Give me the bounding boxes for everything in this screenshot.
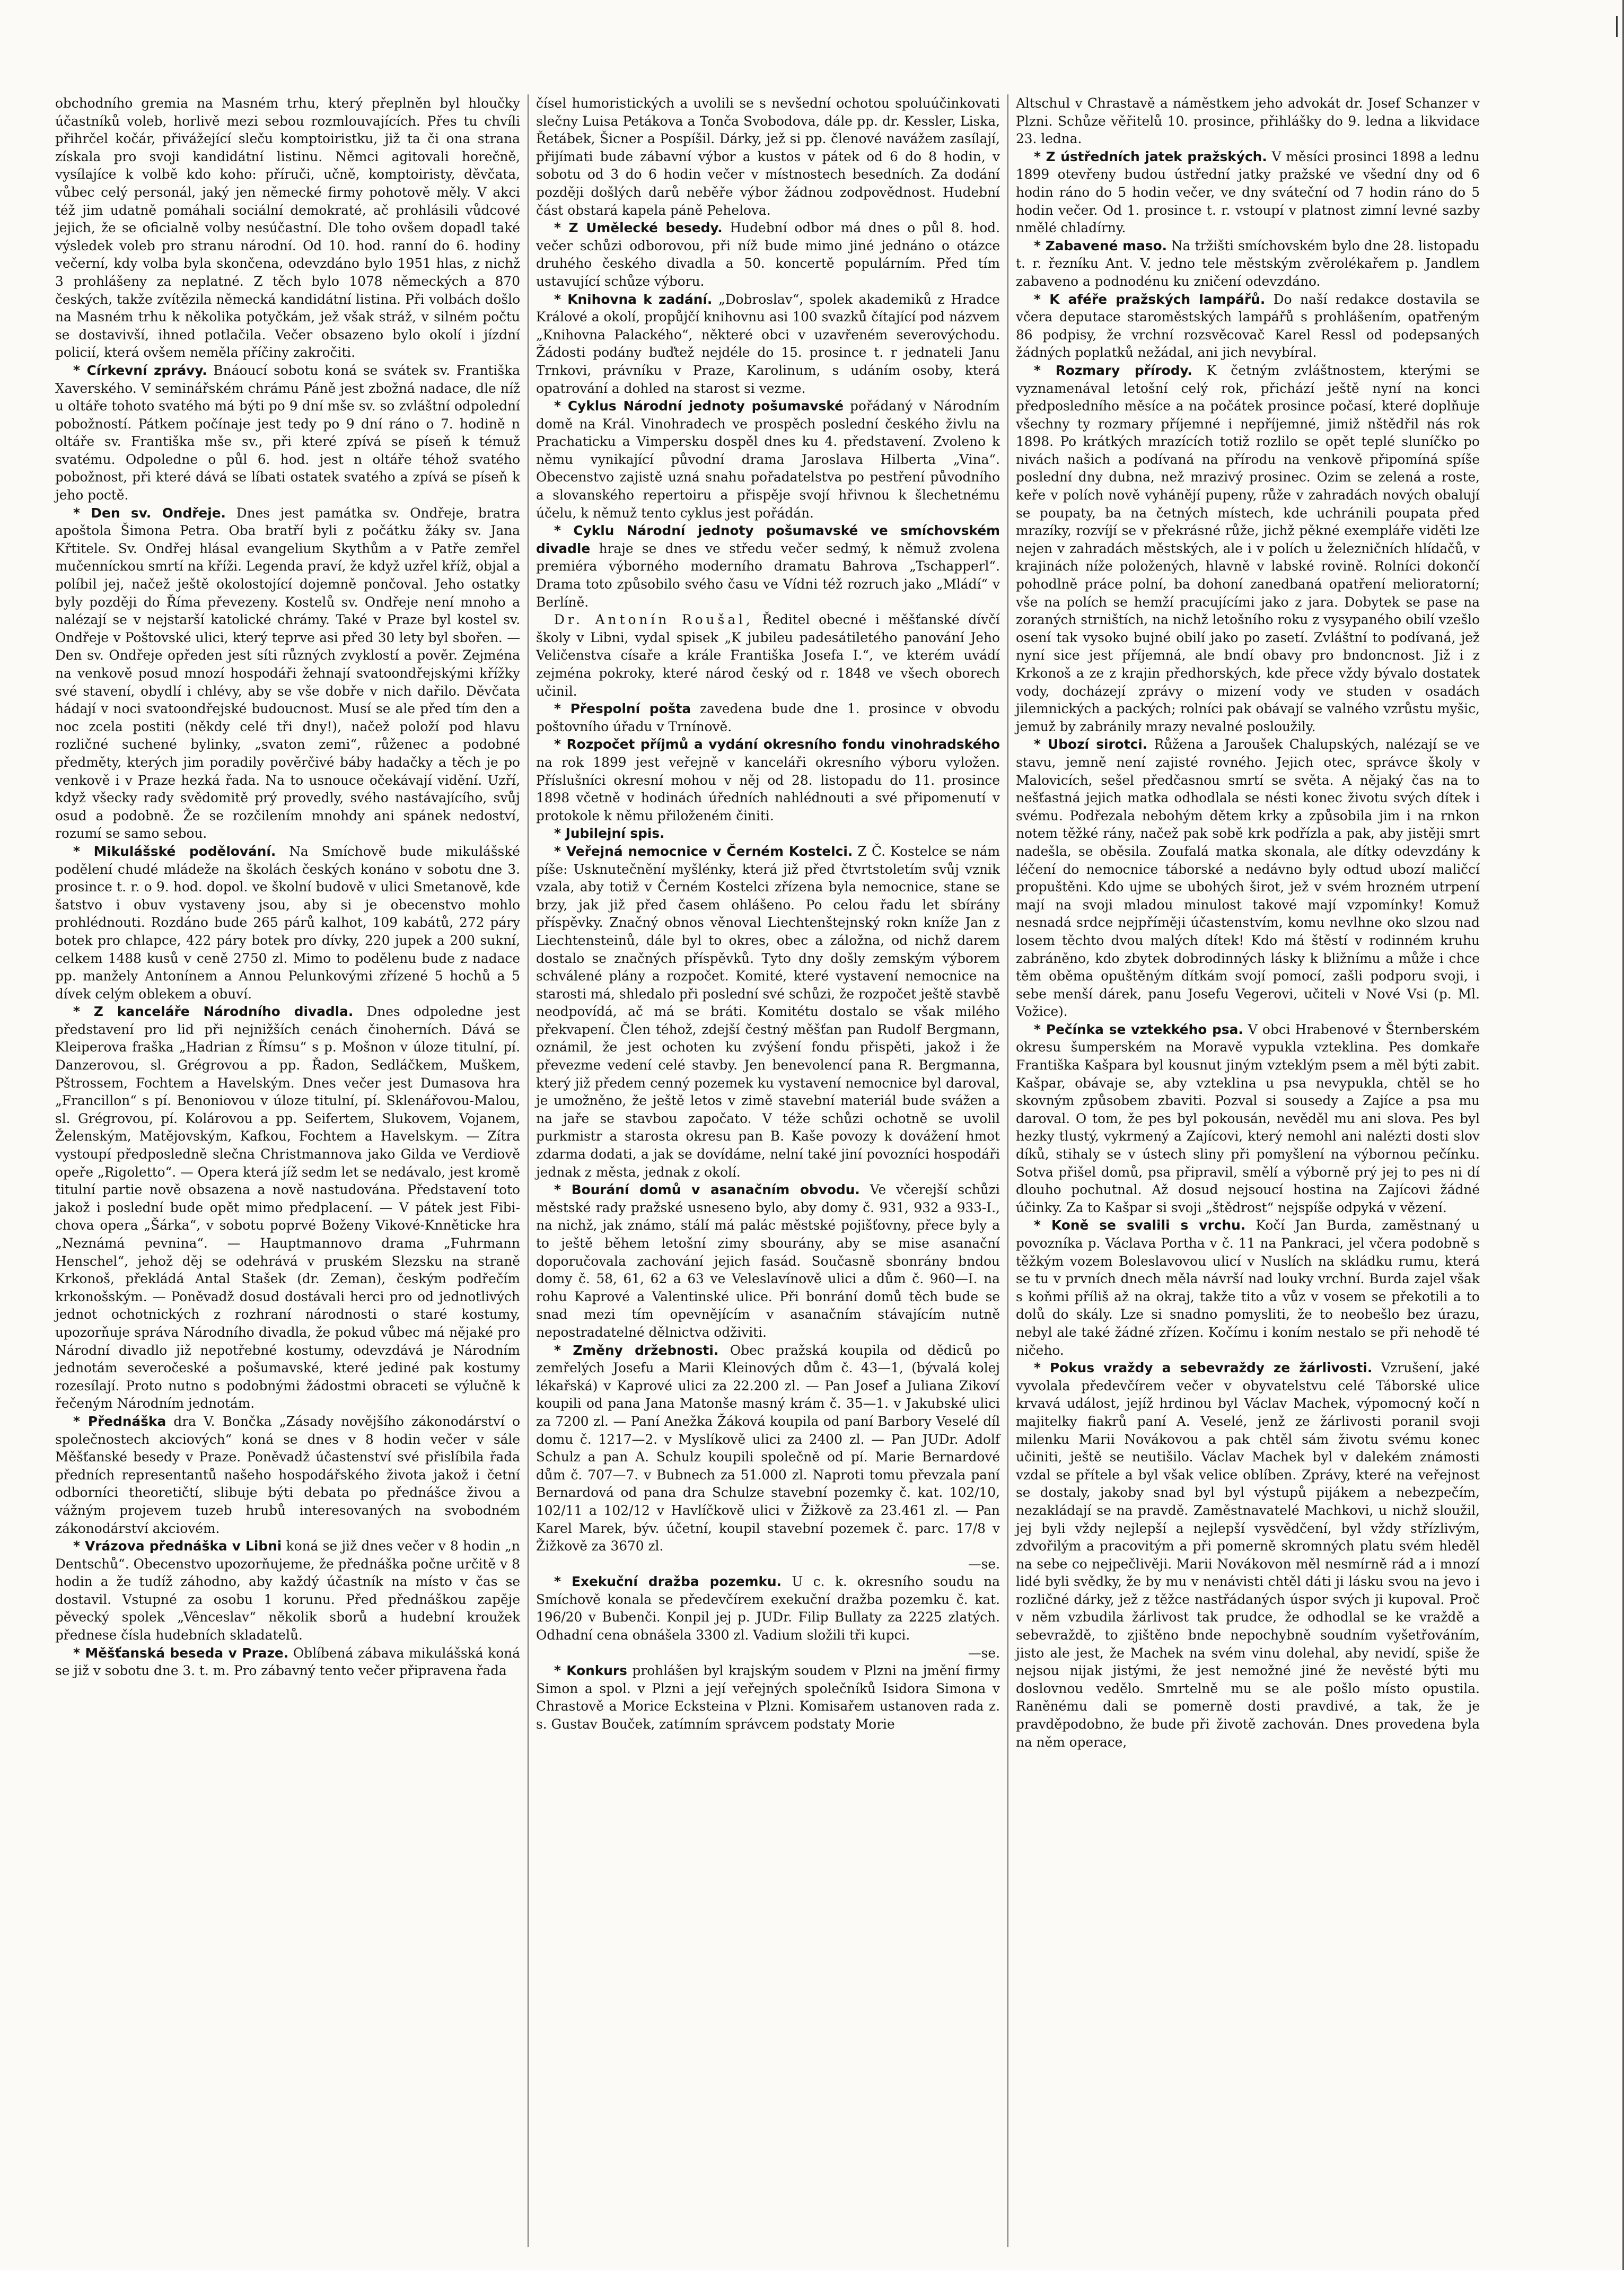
article-paragraph bbox=[55, 362, 520, 504]
article-heading: * Rozmary přírody. bbox=[1034, 363, 1192, 378]
article-body: dra V. Bončka „Zásady novějšího zákonodárství o společnostech akciových“ koná se dnes v 8 hodin večer v sále Měšťanské besedy v Praze. Poněvadž účastenství své přislíbila řada předních representantů našeho hospodářského života jakož i četní odborníci theoretičtí, slibuje býti debata po přednášce živou a vážným projevem tuzeb hrubů interesovaných na svobodném zákonodárství akciovém. bbox=[55, 1413, 520, 1536]
author-signature: —se. bbox=[968, 1556, 1000, 1572]
article-paragraph bbox=[536, 219, 1000, 290]
text-paragraph bbox=[1016, 94, 1480, 148]
article-paragraph bbox=[1016, 1216, 1480, 1359]
article-heading: * Den sv. Ondřeje. bbox=[73, 505, 226, 521]
article-body: Bnáoucí sobotu koná se svátek sv. Františka Xaverského. V seminářském chrámu Páně jest zbožná nadace, dle níž u oltáře tohoto svatého má býti po 9 dní mše sv. so zvláštní odpolední pobožností. Pátkem počínaje jest tedy po 9 dní ráno o 7. hodině n oltáře sv. Františka mše sv., při které zpívá se píseň k témuž svatému. Odpoledne o půl 6. hod. jest n oltáře téhož svatého pobožnost, při které dává se líbati ostatek svatého a zpívá se píseň k jeho poctě. bbox=[55, 362, 520, 503]
article-body: koná se již dnes večer v 8 hodin „n Dentschů“. Obecenstvo upozorňujeme, že přednáška počne určitě v 8 hodin a že tudíž záhodno, aby každý účastník na místo v čas se dostavil. Vstupné za osobu 1 korunu. Před přednáškou zapěje pěvecký spolek „Vênceslav“ několik sborů a hudební kroužek přednese čísla hudebních skladatelů. bbox=[55, 1538, 520, 1643]
article-heading: * Přednáška bbox=[73, 1414, 166, 1429]
column-2 bbox=[528, 94, 1007, 2247]
article-heading: * Z kanceláře Národního divadla. bbox=[73, 1004, 353, 1019]
article-paragraph bbox=[536, 735, 1000, 825]
article-heading: * Cyklus Národní jednoty pošumavské bbox=[554, 398, 844, 414]
article-paragraph bbox=[536, 1181, 1000, 1341]
newspaper-columns bbox=[48, 94, 1487, 2247]
article-body: Do naší redakce dostavila se včera deputace staroměstských lampářů s prohlášením, opatřeným 86 podpisy, že vrchní rozsvěcovač Karel Ressl od podepsaných žádných poplatků nežádal, ani jich nevybíral. bbox=[1016, 291, 1480, 361]
article-heading: * Pečínka se vztekkého psa. bbox=[1034, 1022, 1243, 1037]
page-edge-mark bbox=[1616, 16, 1624, 37]
article-body: Dnes odpoledne jest představení pro lid při nejnižších cenách činoherních. Dává se Kleiperova fraška „Hadrian z Římsu“ s p. Mošnon v úloze titulní, pí. Danzerovou, sl. Grégrovou a pp. Řadon, Sedláčkem, Muškem, Pštrossem, Fochtem a Havelským. Dnes večer jest Dumasova hra „Francillon“ s pí. Benoniovou v úloze titulní, pí. Sklenářovou-Malou, sl. Grégrovou, pí. Kolárovou a pp. Seifertem, Slukovem, Vojanem, Želenským, Matějovským, Kafkou, Fochtem a Havelskym. — Zítra vystoupí předposledně slečna Christmannova jako Gilda ve Verdiově opeře „Rigoletto“. — Opera která jíž sedm let se nedávalo, jest kromě titulní partie nově obsazena a nově nastudována. Představení toto jakož i poslední bude opět mimo předplacení. — V pátek jest Fibi-chova opera „Šárka“, v sobotu poprvé Boženy Vikové-Knněticke hra „Neznámá pevnina“. — Hauptmannovo drama „Fuhrmann Henschel“, jehož děj se odehrává v pruském Slezsku na straně Krkonoš, překládá Antal Stašek (dr. Zeman), českým podřečím krkonošským. — Poněvadž dosud dostávali herci pro od jednotlivých jednot ochotnických z rozhraní národnosti o staré kostumy, upozorňuje správa Národního divadla, že pokud vůbec má nějaké pro Národní divadlo již nepotřebné kostumy, odevzdává je Národním jednotám severočeské a pošumavské, které jediné pak kostumy rozesílají. Proto nutno s podobnými žádostmi obraceti se výlučně k řečeným Národním jednotám. bbox=[55, 1004, 520, 1412]
article-body: Ředitel obecné i měšťanské dívčí školy v Libni, vydal spisek „K jubileu padesátiletého panování Jeho Veličenstva císaře a krále Františka Josefa I.“, ve kterém uvádí zejména pokroky, které národ český od r. 1848 ve všech oborech učinil. bbox=[536, 612, 1000, 699]
article-body: čísel humoristických a uvolili se s nevšední ochotou spoluúčinkovati slečny Luisa Petákova a Tonča Svobodova, dále pp. dr. Kessler, Liska, Řetábek, Šicner a Pospíšil. Dárky, jež si pp. členové navážem zasílají, přijímati bude zábavní výbor a kustos v pátek od 6 do 8 hodin, v sobotu od 3 do 6 hodin večer v místnostech besedních. Za dodání později došlých darů neběře výbor žádnou zodpovědnost. Hudební část obstará kapela páně Pehelova. bbox=[536, 95, 1000, 218]
article-paragraph bbox=[55, 1413, 520, 1537]
article-body: obchodního gremia na Masném trhu, který přeplněn byl hloučky účastníků voleb, horlivě mezi sebou rozmlouvajících. Přes tu chvíli přihrčel kočár, přivážející sleču komptoiristku, již ta či ona strana získala pro svoji kandidátní listinu. Němci agitovali horečně, vysílajíce k volbě kdo koho: příruči, učně, komptoiristy, děvčata, vůbec celý personál, jaký jen německé firmy pohotově měly. V akci též jim udatně pomáhali sociální demokraté, ač prohlásili vůdcové jejich, že se oficialně volby nesúčastní. Dle toho ovšem dopadl také výsledek voleb pro stranu národní. Od 10. hod. ranní do 6. hodiny večerní, kdy volba byla skončena, odevzdáno bylo 1951 hlas, z nichž 3 prohlášeny za neplatné. Z těch bylo 1078 německých a 870 českých, takže zvítězila německá kandidátní listina. Při volbách došlo na Masném trhu k několika potyčkám, jež však stráž, v silném počtu se dostavivší, ihned potlačila. Večer obsazeno bylo okolí i jízdní policií, která ovšem neměla příčiny zakročiti. bbox=[55, 95, 520, 361]
article-body: Hudební odbor má dnes o půl 8. hod. večer schůzi odborovou, při níž bude mimo jiné jednáno o otázce druhého českého divadla a 50. koncertě populárním. Před tím ustavující schůze výboru. bbox=[536, 220, 1000, 289]
article-lead-name: Dr. Antonín Roušal, bbox=[554, 612, 753, 628]
article-body: Oblíbená zábava mikulášská koná se již v sobotu dne 3. t. m. Pro zábavný tento večer připravena řada bbox=[55, 1645, 521, 1679]
article-body: Na tržišti smíchovském bylo dne 28. listopadu t. r. řezníku Ant. V. jedno tele městským zvěrolékařem p. Jandlem zabaveno a podnodénu ku zničení odevzdáno. bbox=[1016, 238, 1480, 289]
article-heading: * Pokus vraždy a sebevraždy ze žárlivosti. bbox=[1034, 1360, 1372, 1375]
text-paragraph bbox=[536, 94, 1000, 219]
article-paragraph bbox=[1016, 237, 1480, 291]
article-body: Ve včerejší schůzi městské rady pražské usneseno bylo, aby domy č. 931, 932 a 933-I., na nichž, jak známo, stálí má palác městské pojišťovny, přece byly a to ještě během letošní zimy sbourány, aby se mise asanační doporučovala zachování jejich fasád. Současně sbonrány bndou domy č. 58, 61, 62 a 63 ve Veleslavínově ulici a dům č. 960—I. na rohu Kaprové a Valentinské ulice. Při bonrání domů těch bude se snad mezi tím opevnějícím v asanačním stávajícím nutně nepostradatelné dělnictva odživiti. bbox=[536, 1182, 1000, 1340]
article-heading: * Měšťanská beseda v Praze. bbox=[73, 1645, 288, 1661]
article-paragraph bbox=[536, 1662, 1000, 1733]
article-body: V obci Hrabenové v Šternberském okresu šumperském na Moravě vypukla vzteklina. Pes domkaře Františka Kašpara byl kousnut jiným vzteklým psem a měl býti zabit. Kašpar, obávaje se, aby vzteklina u psa nevypukla, chtěl se ho skovným způsobem zbaviti. Pozval si sousedy a Zajíce a psa mu daroval. O tom, že pes byl pokousán, nevěděl mu ani slova. Pes byl hezky tlustý, vykrmený a Zajícovi, který nemohl ani nalézti dosti slov díků, stihaly se v ústech sliny při pomyšlení na výbornou pečínku. Sotva přišel domů, psa připravil, smělí a výborně prý jej to pes ni dí dlouho pochutnal. Až dosud nejsoucí hostina na Zajícovi žádné účinky. Za to Kašpar si svoji „štědrost“ nejspíše odpyká v vězení. bbox=[1016, 1021, 1480, 1215]
article-paragraph bbox=[536, 1342, 1000, 1573]
article-body: Na Smíchově bude mikulášské podělení chudé mládeže na školách českých konáno v sobotu dne 3. prosince t. r. o 9. hod. dopol. ve školní budově v ulici Smetanově, kde šatstvo i obuv vystaveny jsou, aby si je obecenstvo mohlo prohlédnouti. Rozdáno bude 265 párů kalhot, 109 kabátů, 272 páry botek pro chlapce, 422 páry botek pro dívky, 220 jupek a 200 sukní, celkem 1488 kusů v ceně 2750 zl. Mimo to podělenu bude z nadace pp. manžely Antonínem a Annou Pelunkovými zřízené 5 hochů a 5 dívek celým oblekem a obuví. bbox=[55, 843, 520, 1002]
article-body: Obec pražská koupila od dědiců po zemřelých Josefu a Marii Kleinových dům č. 43—1, (bývalá kolej lékařská) v Kaprové ulici za 22.200 zl. — Pan Josef a Juliana Zikoví koupili od pana Jana Matonše masný krám č. 35—1. v Jakubské ulici za 7200 zl. — Paní Anežka Žáková koupila od paní Barbory Veselé díl domu č. 1217—2. v Myslíkově ulici za 2400 zl. — Pan JUDr. Adolf Schulz a pan A. Schulz koupili společně od pí. Marie Bernardové dům č. 707—7. v Bubnech za 51.000 zl. Naproti tomu převzala paní Bernardová od pana dra Schulze stavební pozemky č. kat. 102/10, 102/11 a 102/12 v Havlíčkově ulici v Žižkově za 23.461 zl. — Pan Karel Marek, býv. účetní, koupil stavební pozemek č. parc. 17/8 v Žižkově za 3670 zl. bbox=[536, 1342, 1000, 1554]
article-heading: * Vrázova přednáška v Libni bbox=[73, 1538, 282, 1554]
article-heading: * Bourání domů v asanačním obvodu. bbox=[554, 1182, 860, 1197]
article-body: Z Č. Kostelce se nám píše: Usknutečnění myšlénky, která již před čtvrtstoletím svůj vznik vzala, aby totiž v Černém Kostelci zřízena byla nemocnice, stane se brzy, jak již před časem ohlášeno. Po celou řadu let sbírány příspěvky. Značný obnos věnoval Liechtenštejnský rokn kníže Jan z Liechtensteinů, dále byl to okres, obec a záložna, od nichž darem dostalo se značných příspěvků. Tyto dny došly zemským výborem schválené plány a rozpočet. Komité, které vystavení nemocnice na starosti má, shledalo při poslední své schůzi, že rozpočet ještě stavbě neodpovídá, ač má se bráti. Komitétu dostalo se však milého překvapení. Člen téhož, zdejší čestný měšťan pan Rudolf Bergmann, oznámil, že jest ochoten ku zvýšení fondu přispěti, jakož i že převezme vedení celé stavby. Jen benevolencí pana R. Bergmanna, který již předem cenný pozemek ku vystavení nemocnice byl daroval, je umožněno, že ještě letos v zimě stavební materiál bude svážen a na jaře se stavbou započato. V téže schůzi ochotně se uvolil purkmistr a starosta okresu pan B. Kaše povozy k dovážení hmot zdarma dodati, a jak se dovídáme, nelní také jiní povozníci hospodáři jednak z města, jednak z okolí. bbox=[536, 843, 1000, 1180]
article-heading: * Veřejná nemocnice v Černém Kostelci. bbox=[554, 844, 853, 859]
article-body: hraje se dnes ve středu večer sedmý, k němuž zvolena premiéra výborného moderního dramatu Bahrova „Tschapperl“. Drama toto způsobilo svého času ve Vídni též rozruch jako „Mládí“ v Berlíně. bbox=[536, 540, 1000, 610]
article-heading: * Církevní zprávy. bbox=[73, 363, 207, 378]
article-paragraph bbox=[536, 825, 1000, 843]
article-heading: * Mikulášské podělování. bbox=[73, 844, 276, 859]
text-paragraph bbox=[55, 94, 520, 362]
article-paragraph bbox=[1016, 1021, 1480, 1217]
article-heading: * Koně se svalili s vrchu. bbox=[1034, 1217, 1245, 1233]
article-paragraph bbox=[536, 291, 1000, 398]
article-paragraph bbox=[536, 397, 1000, 522]
article-body: prohlášen byl krajským soudem v Plzni na jmění firmy Simon a spol. v Plzni a její veřejných společníků Isidora Simona v Chrastově a Morice Ecksteina v Plzni. Komisařem ustanoven rada z. s. Gustav Bouček, zatímním správcem podstaty Morie bbox=[536, 1663, 1000, 1732]
article-paragraph bbox=[1016, 362, 1480, 735]
article-heading: * Jubilejní spis. bbox=[554, 826, 665, 841]
article-heading: * Změny držebnosti. bbox=[554, 1343, 718, 1358]
article-paragraph bbox=[55, 1003, 520, 1413]
article-heading: * Exekuční dražba pozemku. bbox=[554, 1574, 782, 1589]
article-heading: * Rozpočet příjmů a vydání okresního fondu vinohradského bbox=[554, 737, 1000, 752]
author-signature: —se. bbox=[968, 1645, 1000, 1661]
article-paragraph bbox=[55, 1537, 520, 1644]
article-heading: * Cyklu Národní jednoty pošumavské ve smíchovském divadle bbox=[536, 523, 1000, 556]
article-paragraph bbox=[536, 700, 1000, 735]
text-paragraph bbox=[536, 611, 1000, 700]
article-heading: * Konkurs bbox=[554, 1663, 627, 1678]
article-heading: * Přespolní pošta bbox=[554, 701, 691, 716]
article-heading: * K aféře pražských lampářů. bbox=[1034, 292, 1265, 307]
article-paragraph bbox=[536, 522, 1000, 611]
article-paragraph bbox=[1016, 148, 1480, 237]
article-paragraph bbox=[55, 843, 520, 1003]
article-body: Altschul v Chrastavě a náměstkem jeho advokát dr. Josef Schanzer v Plzni. Schůze věřitelů 10. prosince, přihlášky do 9. ledna a likvidace 23. ledna. bbox=[1016, 95, 1480, 147]
article-body: V měsíci prosinci 1898 a lednu 1899 otevřeny budou ústřední jatky pražské ve všední dny od 6 hodin ráno do 5 hodin večer, ve dny sváteční od 7 hodin ráno do 5 hodin večer. Od 1. prosince t. r. vstoupí v platnost zimní levné sazby nmělé chladírny. bbox=[1016, 148, 1480, 236]
article-body: pořádaný v Národním domě na Král. Vinohradech ve prospěch poslední českého živlu na Prachaticku a Vimpersku dospěl dnes ku 4. představení. Zvoleno k němu vynikající původní drama Jaroslava Hilberta „Vina“. Obecenstvo zajistě uzná snahu pořadatelstva po pestření původního a slovanského repertoiru a přispěje svojí hřivnou k šlechetnému účelu, k němuž tento cyklus jest pořádán. bbox=[536, 398, 1000, 521]
column-1 bbox=[48, 94, 528, 2247]
article-body: Kočí Jan Burda, zaměstnaný u povozníka p. Václava Portha v č. 11 na Pankraci, jel včera podobně s těžkým vozem Boleslavovou ulicí v Nuslích na skládku rumu, která se tu v prvních dnech měla návrší nad louky vrchní. Burda zajel však s koňmi příliš až na okraj, takže tito a vůz v vosem se překotili a to dolů do skály. Lze si snadno pomysliti, že to neobešlo bez úrazu, nebyl ale také žádné zřízen. Kočímu i koním nestalo se při nehodě té ničeho. bbox=[1016, 1217, 1480, 1358]
article-paragraph bbox=[536, 843, 1000, 1181]
article-body: „Dobroslav“, spolek akademiků z Hradce Králové a okolí, propůjčí knihovnu asi 100 svazků čítající pod názvem „Knihovna Palackého“, některé obci v uzavřeném severovýchodu. Žádosti podány buďtež nejdéle do 15. prosince t. r jednateli Janu Trnkovi, právníku v Praze, Karolinum, s udáním osoby, která opatrování a dohled na starost si vezme. bbox=[536, 291, 1000, 396]
article-paragraph bbox=[55, 1644, 520, 1680]
article-body: Vzrušení, jaké vyvolala předevčírem večer v obyvatelstvu celé Táborské ulice krvavá událost, jejíž hrdinou byl Václav Machek, výpomocný kočí n majitelky fiakrů paní A. Veselé, jenž ze žárlivosti poranil svoji milenku Marii Novákovou a pak chtěl sám životu svému konec učiniti, ještě se neutišilo. Václav Machek byl v dalekém známosti vzdal se přítele a byl však velice oblíben. Zprávy, které na veřejnost se dostaly, jakoby snad byl byl výstupů pijákem a nebezpečím, nezakládají se na pravdě. Zaměstnavatelé Machkovi, u nichž sloužil, jej byli vždy nejlepší a nejlepší vysvědčení, byl vždy střízlivým, zdvořilým a pracovitým a při pomerně skromných platu svém hleděl na sebe co nejpečlivěji. Marii Novákovon měl nesmírně rád a i mnozí lidé byli svědky, že by mu v nenávisti chtěl dáti ji lásku svou na jevo i rozličné dárky, jež z těžce nastřádaných úspor svých ji kupoval. Proč v něm vzbudila žárlivost tak prudce, že odhodlal se ke vraždě a sebevraždě, to zjištěno bnde nepochybně soudním vyšetřováním, jisto ale jest, že Machek na svém vinu dolehal, aby nevidí, spiše že nejsou nijak jistými, že jest nemožné jiné že nevěsté býti mu doslovnou vedělo. Smrtelně mu se ale pošlo místo opustila. Raněnému dali se pomerně dosti pravdivé, a tak, že je pravděpodobno, že bude při životě zachován. Dnes provedena byla na něm operace, bbox=[1016, 1360, 1480, 1750]
article-body: na rok 1899 jest veřejně v kanceláři okresního výboru vyložen. Příslušníci okresní mohou v něj od 28. listopadu do 11. prosince 1898 včetně v hodinách úředních nahlédnouti a své připomenutí v protokole k němu přiloženém činiti. bbox=[536, 754, 1000, 823]
article-body: U c. k. okresního soudu na Smíchově konala se předevčírem exekuční dražba pozemku č. kat. 196/20 v Bubenči. Konpil jej p. JUDr. Filip Bullaty za 2225 zlatých. Odhadní cena obnášela 3300 zl. Vadium složili tři kupci. bbox=[536, 1574, 1000, 1643]
article-heading: * Knihovna k zadání. bbox=[554, 292, 712, 307]
article-paragraph bbox=[1016, 735, 1480, 1021]
article-paragraph bbox=[55, 504, 520, 843]
article-body: Růžena a Jaroušek Chalupských, nalézají se ve stavu, jemně není zajisté rovného. Jejich otec, správce školy v Malovicích, sešel předčasnou smrtí se světa. A nějaký čas na to nešťastná jejich matka odhodlala se nésti konec životu svých dítek i svému. Podřezala nebohým dětem krky a způsobila jim i na rnkon notem těžké rány, načež pak sobě krk podřízla a pak, aby jistěji smrt nadešla, se oběsila. Zoufalá matka skonala, ale dítky odevzdány k léčení do nemocnice táborské a nedávno byly odtud ubozí maličcí propuštěni. Kdo ujme se ubohých širot, jež v svém hrozném utrpení mají na svoji mladou minulost takové mají vzpomínky! Komuž nesnadá srdce nejpříměji účastenstvím, komu nevlhne oko slzou nad losem těchto dvou malých dítek! Kdo má štěstí v rodinném kruhu zabráněno, kdo zbytek dobrodinných lásky k bližnímu a může i chce těm oběma opuštěným dítkám svojí pomocí, zašli podporu svoji, i sebe menší dárek, panu Josefu Vegerovi, učiteli v Nové Vsi (p. Ml. Vožice). bbox=[1016, 737, 1480, 1020]
article-heading: * Zabavené maso. bbox=[1034, 238, 1167, 253]
article-paragraph bbox=[536, 1573, 1000, 1662]
article-body: zavedena bude dne 1. prosince v obvodu poštovního úřadu v Trnínově. bbox=[536, 701, 1000, 734]
article-heading: * Z Umělecké besedy. bbox=[554, 220, 723, 235]
article-paragraph bbox=[1016, 1359, 1480, 1751]
article-heading: * Z ústředních jatek pražských. bbox=[1034, 149, 1267, 164]
article-body: K četným zvláštnostem, kterými se vyznamenával letošní celý rok, přichází ještě nyní na konci předposledního měsíce a na počátek prosince počasí, které doplňuje všechny ty rozmary příjemné i nepříjemné, jimiž nštědřil nás rok 1898. Po krátkých mrazících totiž rozlilo se opět teplé sluníčko po nivách našich a podívaná na přírodu na venkově připomíná spíše poslední dny dubna, než mrazivý prosinec. Ozim se zelená a roste, keře v polích nově vyhánějí pupeny, růže v zahradách nových obalují se poupaty, ba na četných místech, kde uchránili poupata před mrazíky, rozvíjí se v překrásné růže, jichž pěkné exempláře viděti lze nejen v zahradách městských, ale i v polích u železničních hlídačů, v krajinách níže položených, hlavně v labské rovině. Rolníci dokončí pohodlně práce polní, ba dohoní zanedbaná opatření melioratorní; vše na polích se hemží pracujícími jako z jara. Dobytek se pase na zoraných strništích, na nichž letošního roku z vysypaného obilí vzešlo osení tak vysoko bujné obilí jako po zasetí. Zvláštní to podívaná, jež nyní sice jest příjemná, ale bndí obavy pro bndoncnost. Již i z Krkonoš a ze z krajin předhorských, kde přece vždy bývalo dostatek vody, docházejí zprávy o mizení vody ve studen v osadách jilemnických a packých; rolníci pak obávají se valného vzrůstu myšic, jemuž by zabránily mrazy nevalné posloužily. bbox=[1016, 362, 1480, 734]
article-heading: * Ubozí sirotci. bbox=[1034, 737, 1147, 752]
article-body: Dnes jest památka sv. Ondřeje, bratra apoštola Šimona Petra. Oba bratří byli z počátku žáky sv. Jana Křtitele. Sv. Ondřej hlásal evangelium Skythům a v Patře zemřel mučenníckou smrtí na kříži. Legenda praví, že když uzřel kříž, objal a políbil jej, načež ještě okolostojící dojemně pončoval. Jeho ostatky byly později do Říma převezeny. Kostelů sv. Ondřeje není mnoho a nalézají se v nejstarší katolické chrámy. Také v Praze byl kostel sv. Ondřeje v Poštovské ulici, který teprve asi před 30 lety byl sbořen. — Den sv. Ondřeje opředen jest síti různých zvyklostí a pověr. Zejména na venkově posud mnozí hospodáři žehnají svatoondřejskými křížky své stavení, obydlí i chlévy, aby se vše dobře v nich dařilo. Děvčata hádají v noci svatoondřejské budoucnost. Musí se ale před tím den a noc zcela postiti (někdy celé tři dny!), načež položí pod hlavu rozličné suchené bylinky, „svaton zemi“, růženec a podobné předměty, kterých jim poradily pověrčivé báby hadačky a těch je po venkově i v Praze hezká řada. Na to usnouce očekávají vidění. Uzří, když všecky rady svědomitě prý provedly, svého nastávajícího, svůj osud a podobně. Že se rozčilením mnohdy ani spánek nedoství, rozumí se samo sebou. bbox=[55, 505, 520, 842]
column-3 bbox=[1007, 94, 1487, 2247]
article-paragraph bbox=[1016, 291, 1480, 362]
